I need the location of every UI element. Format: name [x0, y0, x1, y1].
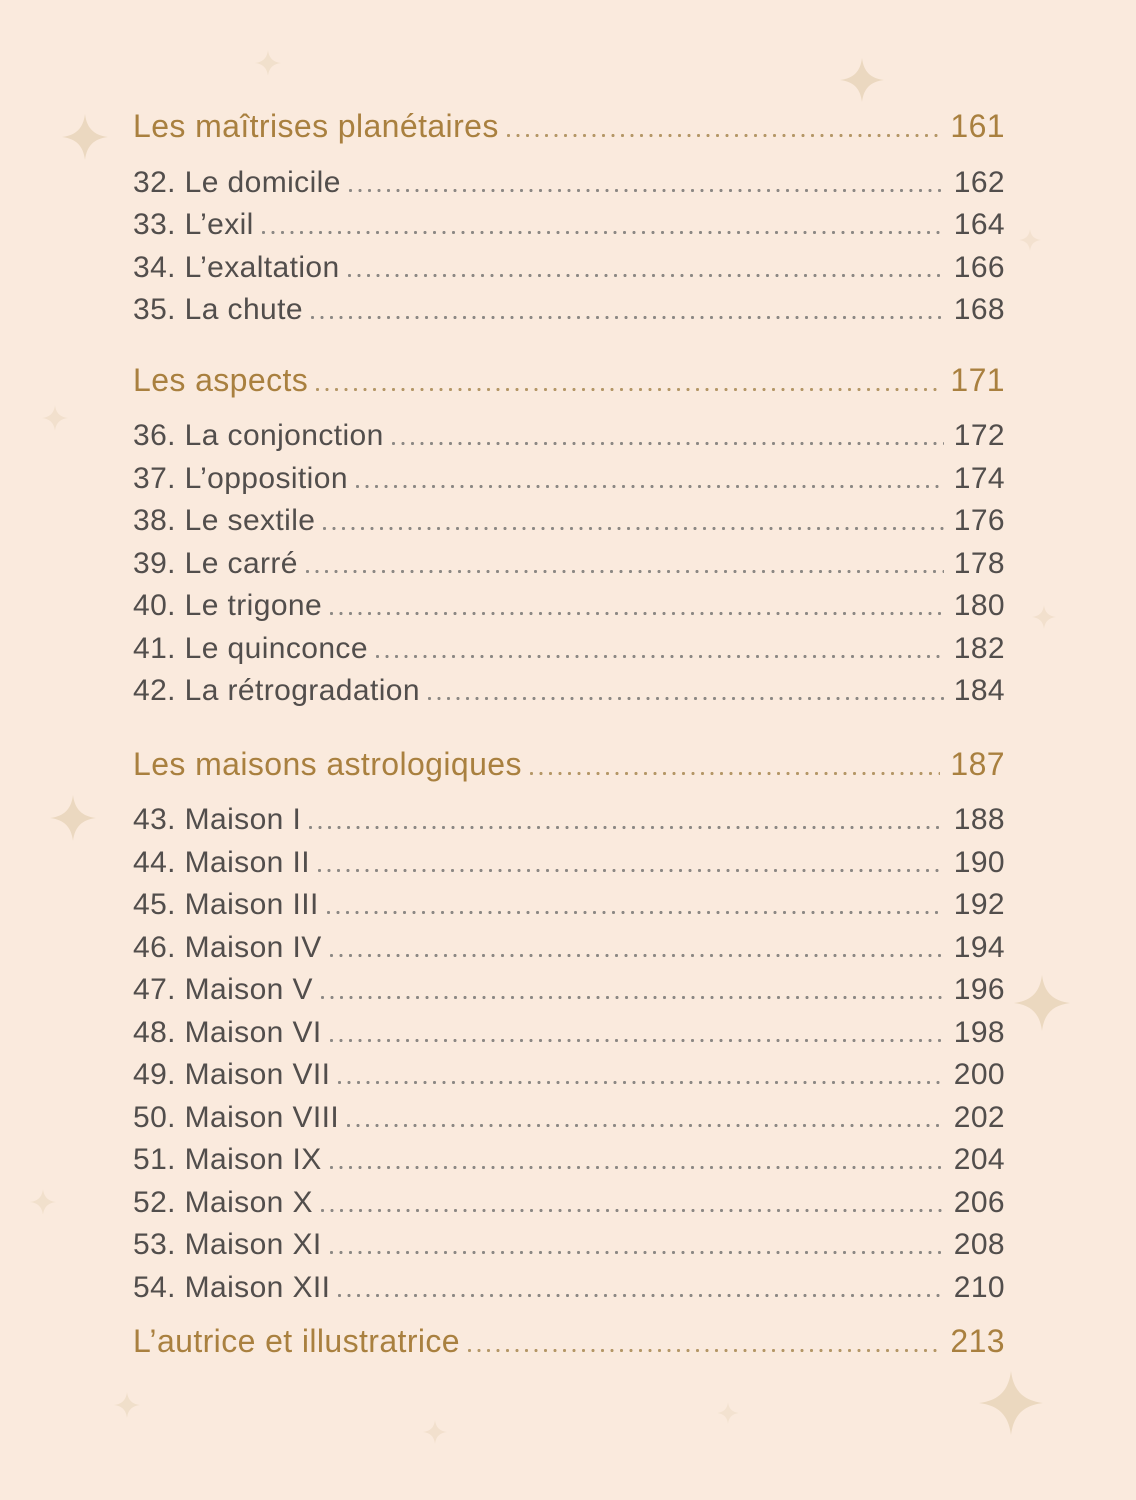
page-number: 210	[953, 1270, 1005, 1304]
toc-section-heading-row	[133, 362, 1005, 405]
toc-entry-row	[133, 803, 1005, 846]
section-title: L’autrice et illustratrice	[133, 1323, 460, 1359]
dot-leader	[507, 134, 941, 137]
toc-entry-row	[133, 547, 1005, 590]
dot-leader	[321, 1209, 944, 1212]
page-number: 164	[953, 208, 1005, 241]
toc-entry-row	[133, 931, 1005, 974]
toc-entry-row	[133, 888, 1005, 931]
page-number: 176	[953, 504, 1005, 537]
dot-leader	[356, 485, 944, 488]
dot-leader	[311, 316, 944, 319]
sparkle-icon	[114, 1385, 140, 1425]
dot-leader	[321, 996, 944, 999]
dot-leader	[530, 772, 941, 775]
dot-leader	[330, 1166, 944, 1169]
entry-label: 39. Le carré	[133, 546, 298, 580]
page-number: 182	[953, 631, 1005, 665]
page-number: 178	[953, 546, 1005, 580]
dot-leader	[330, 612, 944, 615]
page-number: 184	[953, 674, 1005, 707]
toc-section-heading-row	[133, 1323, 1005, 1366]
page-number: 180	[953, 589, 1005, 622]
entry-label: 40. Le trigone	[133, 589, 323, 622]
dot-leader	[338, 1081, 943, 1084]
page-number: 208	[953, 1228, 1005, 1261]
toc-entry-row	[133, 1271, 1005, 1314]
entry-label: 50. Maison VIII	[133, 1100, 340, 1134]
sparkle-icon	[1019, 225, 1041, 255]
toc-entry-row	[133, 504, 1005, 547]
entry-label: 47. Maison V	[133, 973, 313, 1006]
toc-entry-row	[133, 632, 1005, 675]
dot-leader	[392, 442, 944, 445]
dot-leader	[262, 231, 944, 234]
toc-entry-row	[133, 462, 1005, 505]
page-number: 187	[950, 745, 1005, 782]
page-number: 200	[953, 1058, 1005, 1091]
page-number: 198	[953, 1015, 1005, 1049]
dot-leader	[347, 1124, 944, 1127]
toc-section	[133, 746, 1005, 1314]
page-number: 196	[953, 973, 1005, 1006]
dot-leader	[349, 189, 944, 192]
page-number: 188	[953, 803, 1005, 836]
entry-label: 34. L’exaltation	[133, 250, 340, 284]
dot-leader	[309, 826, 944, 829]
page-number: 174	[953, 461, 1005, 495]
sparkle-icon	[62, 106, 108, 168]
sparkle-icon	[1014, 967, 1070, 1039]
page-number: 192	[953, 888, 1005, 921]
dot-leader	[327, 911, 944, 914]
entry-label: 51. Maison IX	[133, 1143, 322, 1176]
dot-leader	[330, 1039, 944, 1042]
page-number: 206	[953, 1185, 1005, 1219]
table-of-contents	[133, 0, 1005, 1381]
dot-leader	[318, 869, 944, 872]
page-number: 213	[950, 1323, 1005, 1359]
toc-section	[133, 1323, 1005, 1366]
entry-label: 45. Maison III	[133, 888, 319, 921]
entry-label: 44. Maison II	[133, 845, 310, 879]
dot-leader	[316, 388, 940, 391]
toc-entry-row	[133, 1143, 1005, 1186]
toc-entry-row	[133, 1058, 1005, 1101]
page-number: 166	[953, 250, 1005, 284]
entry-label: 36. La conjonction	[133, 419, 384, 452]
page-number: 162	[953, 165, 1005, 199]
page-number: 190	[953, 845, 1005, 879]
entry-label: 53. Maison XI	[133, 1228, 322, 1261]
dot-leader	[376, 655, 944, 658]
section-title: Les aspects	[133, 361, 309, 398]
toc-entry-row	[133, 1016, 1005, 1059]
sparkle-icon	[30, 1183, 56, 1221]
sparkle-icon	[717, 1397, 739, 1429]
sparkle-icon	[423, 1415, 447, 1449]
dot-leader	[338, 1294, 943, 1297]
dot-leader	[330, 954, 944, 957]
entry-label: 38. Le sextile	[133, 504, 316, 537]
dot-leader	[323, 527, 943, 530]
sparkle-icon	[42, 400, 68, 436]
dot-leader	[330, 1251, 944, 1254]
toc-entry-row	[133, 674, 1005, 717]
toc-entry-row	[133, 251, 1005, 294]
entry-label: 48. Maison VI	[133, 1015, 322, 1049]
entry-label: 35. La chute	[133, 293, 303, 326]
page-number: 204	[953, 1143, 1005, 1176]
toc-entry-row	[133, 1228, 1005, 1271]
page-number: 161	[950, 108, 1005, 144]
entry-label: 37. L’opposition	[133, 461, 348, 495]
toc-entry-row	[133, 589, 1005, 632]
entry-label: 52. Maison X	[133, 1185, 313, 1219]
toc-entry-row	[133, 1101, 1005, 1144]
toc-entry-row	[133, 1186, 1005, 1229]
entry-label: 46. Maison IV	[133, 930, 322, 964]
dot-leader	[468, 1349, 940, 1352]
toc-entry-row	[133, 419, 1005, 462]
toc-entry-row	[133, 166, 1005, 209]
toc-section	[133, 362, 1005, 717]
entry-label: 41. Le quinconce	[133, 631, 368, 665]
dot-leader	[348, 274, 944, 277]
page-number: 171	[950, 361, 1005, 398]
toc-entry-row	[133, 208, 1005, 251]
entry-label: 49. Maison VII	[133, 1058, 331, 1091]
entry-label: 42. La rétrogradation	[133, 674, 420, 707]
toc-section	[133, 108, 1005, 336]
toc-entry-row	[133, 973, 1005, 1016]
page-number: 202	[953, 1100, 1005, 1134]
page-number: 172	[953, 419, 1005, 452]
entry-label: 43. Maison I	[133, 803, 302, 836]
section-title: Les maisons astrologiques	[133, 745, 522, 782]
page-number: 194	[953, 930, 1005, 964]
dot-leader	[428, 697, 944, 700]
entry-label: 33. L’exil	[133, 208, 254, 241]
toc-section-heading-row	[133, 108, 1005, 151]
entry-label: 32. Le domicile	[133, 165, 341, 199]
sparkle-icon	[50, 786, 96, 850]
toc-section-heading-row	[133, 746, 1005, 789]
toc-entry-row	[133, 846, 1005, 889]
sparkle-icon	[1032, 601, 1056, 633]
toc-entry-row	[133, 293, 1005, 336]
entry-label: 54. Maison XII	[133, 1270, 331, 1304]
section-title: Les maîtrises planétaires	[133, 108, 499, 144]
dot-leader	[306, 570, 944, 573]
page-number: 168	[953, 293, 1005, 326]
